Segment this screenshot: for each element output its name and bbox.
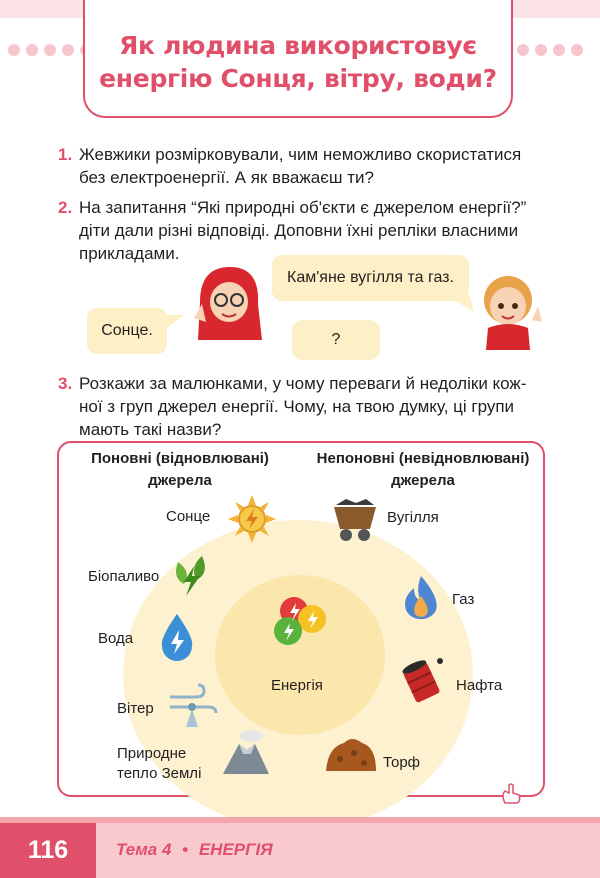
footer-section: ЕНЕРГІЯ <box>198 840 273 859</box>
bubble-text: ? <box>331 331 341 348</box>
task-text-line: Розкажи за малюнками, у чому переваги й недоліки кож- <box>79 374 527 393</box>
decor-dots-right <box>517 44 583 58</box>
title-box <box>83 0 513 118</box>
bubble-text: Кам'яне вугілля та газ. <box>287 269 454 286</box>
task-number: 3. <box>58 374 73 393</box>
task-number: 2. <box>58 198 73 217</box>
nonrenewable-heading <box>305 448 541 492</box>
page-title-line2: енергію Сонця, вітру, води? <box>99 64 497 93</box>
renewable-heading <box>80 448 280 492</box>
speech-bubble-boy <box>272 255 469 301</box>
label-oil: Нафта <box>456 677 503 694</box>
water-drop-icon <box>158 612 196 662</box>
page-number: 116 <box>0 823 96 878</box>
peat-icon <box>324 735 378 775</box>
hand-pointer-icon <box>499 783 523 805</box>
footer-topic <box>116 840 273 860</box>
task-number: 1. <box>58 145 73 164</box>
boy-character-icon <box>474 270 546 350</box>
girl-character-icon <box>190 262 268 344</box>
wind-icon <box>166 683 218 733</box>
label-biofuel: Біопаливо <box>88 568 160 585</box>
label-peat: Торф <box>383 754 421 771</box>
task-text-line: Жевжики розмірковували, чим неможливо скористатися <box>79 145 522 164</box>
speech-bubble-girl <box>87 308 167 354</box>
label-coal: Вугілля <box>387 509 439 526</box>
page-title-line1: Як людина використовує <box>119 31 477 60</box>
coal-cart-icon <box>330 497 380 543</box>
label-line: Природне <box>117 745 187 762</box>
energy-balls-icon <box>268 593 330 653</box>
label-sun: Сонце <box>166 508 211 525</box>
oil-barrel-icon <box>396 655 448 705</box>
label-water: Вода <box>98 630 134 647</box>
sun-icon <box>228 495 276 543</box>
decor-dots-left <box>8 44 92 58</box>
label-gas: Газ <box>452 591 475 608</box>
task-text-line: мають такі назви? <box>79 420 222 439</box>
biofuel-icon <box>170 552 210 598</box>
task-1 <box>58 143 558 189</box>
footer-separator: • <box>182 840 189 859</box>
task-text-line: прикладами. <box>79 244 180 263</box>
speech-bubble-empty <box>292 320 380 360</box>
bubble-text: Сонце. <box>101 322 153 339</box>
task-text-line: діти дали різні відповіді. Доповни їхні репліки власними <box>79 221 519 240</box>
label-line: тепло Землі <box>117 765 202 782</box>
heading-line: Поновні (відновлювані) <box>91 450 269 467</box>
heading-line: Непоновні (невідновлювані) <box>316 450 530 467</box>
heading-line: джерела <box>148 472 212 489</box>
label-geothermal <box>117 744 201 784</box>
footer-topic-label: Тема 4 <box>116 840 172 859</box>
task-text-line: без електроенергії. А як вважаєш ти? <box>79 168 374 187</box>
label-energy: Енергія <box>271 677 323 694</box>
heading-line: джерела <box>391 472 455 489</box>
task-3 <box>58 372 558 441</box>
bubble-tail-girl <box>160 315 184 335</box>
task-text-line: ної з груп джерел енергії. Чому, на твою думку, ці групи <box>79 397 515 416</box>
task-text-line: На запитання “Які природні об'єкти є джерелом енергії?” <box>79 198 527 217</box>
volcano-icon <box>221 728 271 774</box>
bubble-tail-boy <box>448 296 474 316</box>
gas-flame-icon <box>400 574 442 624</box>
label-wind: Вітер <box>117 700 154 717</box>
